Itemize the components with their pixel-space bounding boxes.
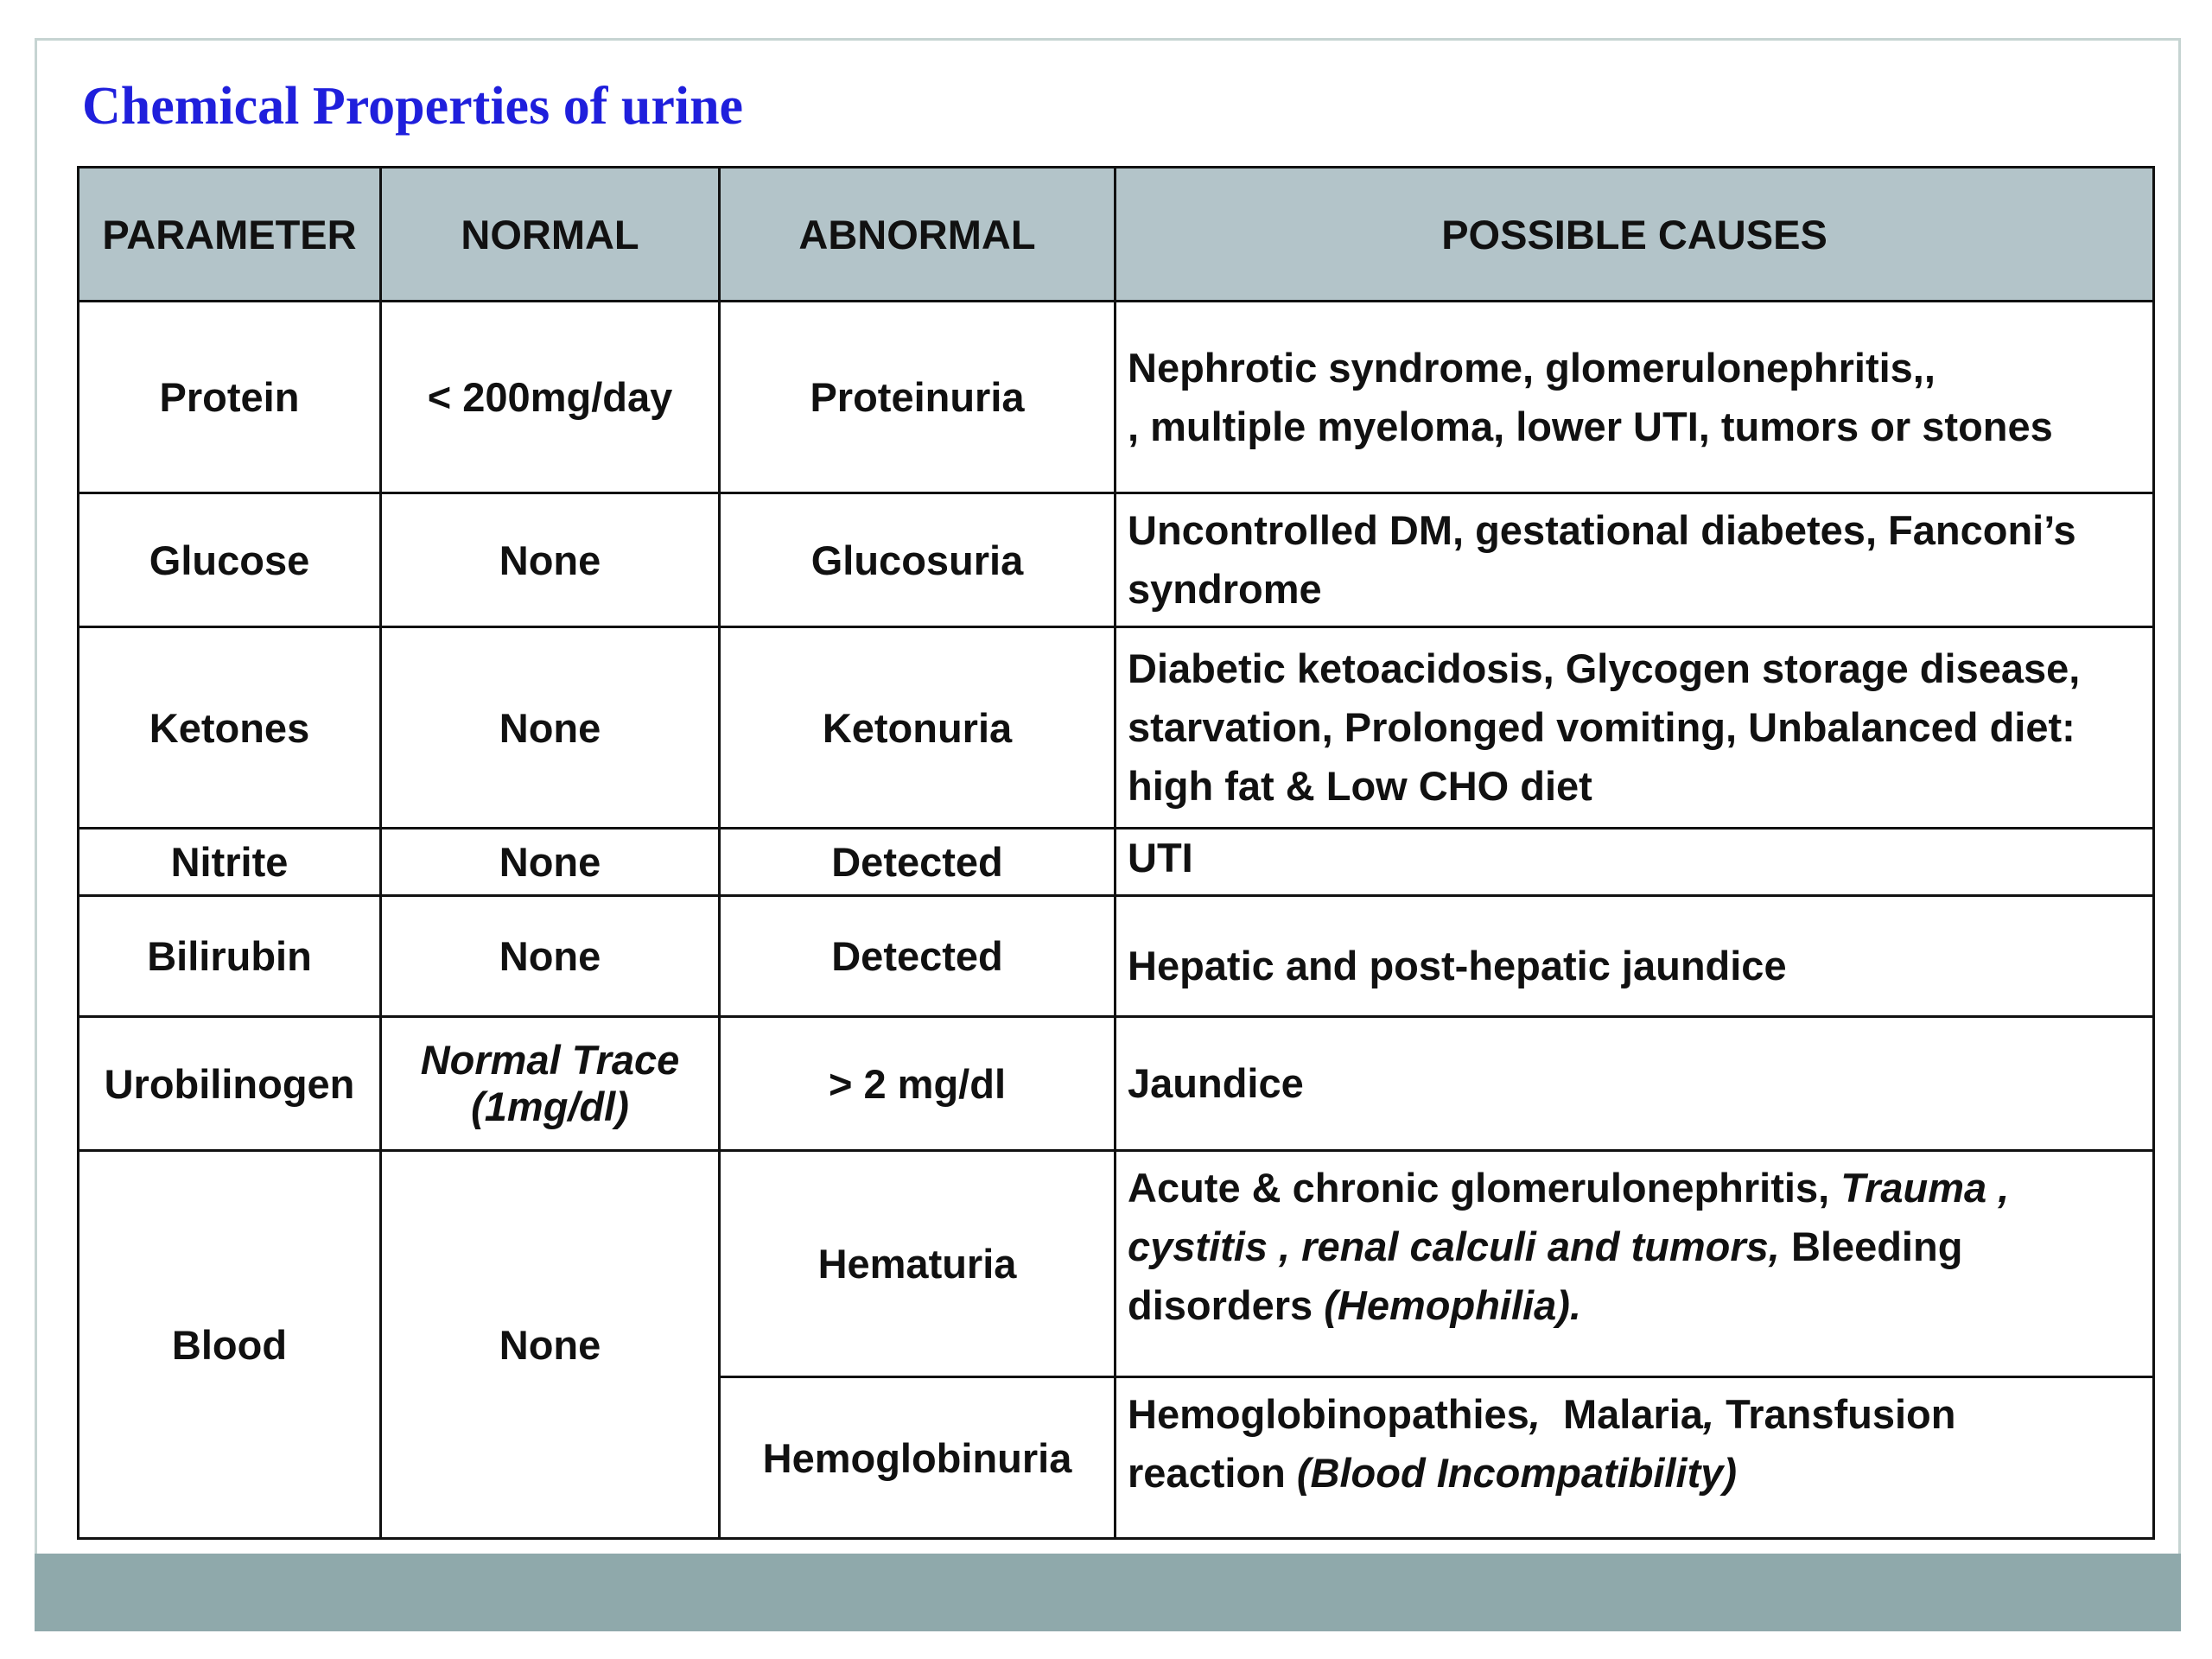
parameter-cell: Ketones <box>79 627 381 829</box>
parameter-cell: Glucose <box>79 493 381 627</box>
normal-cell: None <box>381 896 720 1017</box>
causes-line: Nephrotic syndrome, glomerulonephritis,, <box>1128 344 1936 391</box>
causes-text-italic: , <box>1529 1391 1541 1437</box>
page-title: Chemical Properties of urine <box>82 77 744 136</box>
parameter-cell: Urobilinogen <box>79 1017 381 1151</box>
normal-cell: None <box>381 493 720 627</box>
causes-text-italic: Trauma , <box>1840 1165 2010 1211</box>
table-row-ketones <box>79 627 2154 829</box>
parameter-cell: Blood <box>79 1151 381 1539</box>
causes-line: syndrome <box>1128 566 1322 612</box>
causes-text-italic: cystitis , renal calculi and tumors, <box>1128 1224 1791 1269</box>
normal-cell: None <box>381 829 720 896</box>
normal-cell: < 200mg/day <box>381 302 720 493</box>
normal-cell: None <box>381 627 720 829</box>
causes-text-italic: , <box>1702 1391 1715 1437</box>
header-possible-causes: POSSIBLE CAUSES <box>1116 168 2154 302</box>
normal-cell <box>381 1017 720 1151</box>
causes-line: , multiple myeloma, lower UTI, tumors or stones <box>1128 403 2053 449</box>
causes-text: reaction <box>1128 1450 1297 1496</box>
table-row-urobilinogen <box>79 1017 2154 1151</box>
causes-cell <box>1116 1151 2154 1377</box>
header-abnormal: ABNORMAL <box>720 168 1116 302</box>
causes-line: starvation, Prolonged vomiting, Unbalanced diet: <box>1128 704 2075 750</box>
causes-text: Acute & chronic glomerulonephritis, <box>1128 1165 1841 1211</box>
table-row-glucose <box>79 493 2154 627</box>
abnormal-cell: Glucosuria <box>720 493 1116 627</box>
causes-cell: Hepatic and post-hepatic jaundice <box>1116 896 2154 1017</box>
header-normal: NORMAL <box>381 168 720 302</box>
table-row-blood <box>79 1151 2154 1377</box>
normal-line: (1mg/dl) <box>471 1084 629 1129</box>
parameter-cell: Bilirubin <box>79 896 381 1017</box>
table-row-protein <box>79 302 2154 493</box>
header-parameter: PARAMETER <box>79 168 381 302</box>
parameter-cell: Protein <box>79 302 381 493</box>
parameter-cell: Nitrite <box>79 829 381 896</box>
causes-line: Diabetic ketoacidosis, Glycogen storage disease, <box>1128 645 2081 691</box>
properties-table <box>77 166 2155 1540</box>
causes-cell <box>1116 493 2154 627</box>
causes-text-italic: (Blood Incompatibility) <box>1296 1450 1738 1496</box>
causes-text: Transfusion <box>1714 1391 1956 1437</box>
causes-line: high fat & Low CHO diet <box>1128 763 1592 809</box>
bottom-bar <box>35 1554 2181 1631</box>
normal-cell: None <box>381 1151 720 1539</box>
table-row-nitrite <box>79 829 2154 896</box>
causes-text: Hemoglobinopathies <box>1128 1391 1529 1437</box>
causes-cell <box>1116 1377 2154 1539</box>
causes-cell: UTI <box>1116 829 2154 896</box>
causes-text: Malaria <box>1540 1391 1703 1437</box>
abnormal-cell: > 2 mg/dl <box>720 1017 1116 1151</box>
causes-cell <box>1116 627 2154 829</box>
causes-text-italic: (Hemophilia). <box>1324 1282 1581 1328</box>
abnormal-cell: Detected <box>720 829 1116 896</box>
causes-cell <box>1116 302 2154 493</box>
causes-line: Uncontrolled DM, gestational diabetes, Fanconi’s <box>1128 507 2076 553</box>
causes-cell: Jaundice <box>1116 1017 2154 1151</box>
table-row-bilirubin <box>79 896 2154 1017</box>
abnormal-cell: Proteinuria <box>720 302 1116 493</box>
normal-line: Normal Trace <box>420 1037 680 1083</box>
abnormal-cell: Ketonuria <box>720 627 1116 829</box>
abnormal-cell: Hematuria <box>720 1151 1116 1377</box>
causes-text: disorders <box>1128 1282 1325 1328</box>
header-row <box>79 168 2154 302</box>
abnormal-cell: Hemoglobinuria <box>720 1377 1116 1539</box>
causes-text: Bleeding <box>1790 1224 1963 1269</box>
abnormal-cell: Detected <box>720 896 1116 1017</box>
